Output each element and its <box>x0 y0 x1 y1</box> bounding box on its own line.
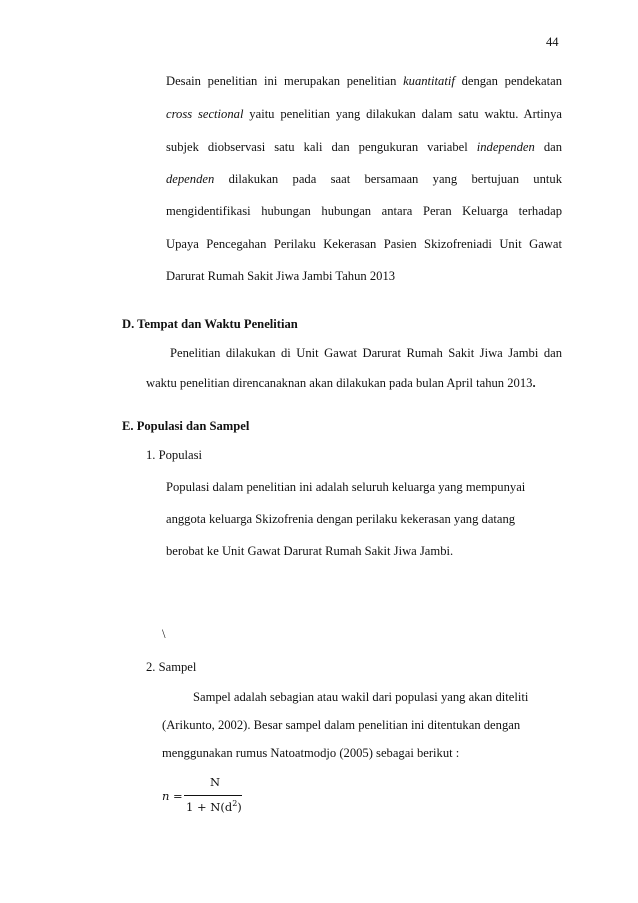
section-d-line-1: Penelitian dilakukan di Unit Gawat Darurat Rumah Sakit Jiwa Jambi dan <box>170 346 562 360</box>
sampel-label: 2. Sampel <box>146 660 197 674</box>
sampel-line-2: (Arikunto, 2002). Besar sampel dalam penelitian ini ditentukan dengan <box>162 718 521 732</box>
intro-line-1: Desain penelitian ini merupakan penelitian kuantitatif dengan pendekatan <box>166 74 562 88</box>
page-number: 44 <box>546 35 559 49</box>
intro-line-6: Upaya Pencegahan Perilaku Kekerasan Pasien Skizofreniadi Unit Gawat <box>166 237 562 251</box>
formula-fraction-bar <box>184 795 242 796</box>
formula-denominator: $1 + N(d^2)$ <box>186 799 242 814</box>
formula-lhs: n = <box>162 789 183 803</box>
populasi-line-3: berobat ke Unit Gawat Darurat Rumah Sakit Jiwa Jambi. <box>166 544 454 558</box>
intro-line-7: Darurat Rumah Sakit Jiwa Jambi Tahun 2013 <box>166 269 396 283</box>
intro-line-5: mengidentifikasi hubungan hubungan antara Peran Keluarga terhadap <box>166 204 562 218</box>
intro-line-2: cross sectional yaitu penelitian yang dilakukan dalam satu waktu. Artinya <box>166 107 562 121</box>
populasi-label: 1. Populasi <box>146 448 202 462</box>
intro-line-4: dependen dilakukan pada saat bersamaan yang bertujuan untuk <box>166 172 562 186</box>
sampel-line-3: menggunakan rumus Natoatmodjo (2005) sebagai berikut : <box>162 746 460 760</box>
sampel-line-1: Sampel adalah sebagian atau wakil dari populasi yang akan diteliti <box>193 690 529 704</box>
section-d-line-2: waktu penelitian direncanaknan akan dilakukan pada bulan April tahun 2013. <box>146 376 536 390</box>
stray-backslash: \ <box>162 627 166 641</box>
section-d-heading: D. Tempat dan Waktu Penelitian <box>122 317 298 331</box>
populasi-line-2: anggota keluarga Skizofrenia dengan perilaku kekerasan yang datang <box>166 512 516 526</box>
formula-numerator: N <box>210 775 221 789</box>
populasi-line-1: Populasi dalam penelitian ini adalah seluruh keluarga yang mempunyai <box>166 480 526 494</box>
intro-line-3: subjek diobservasi satu kali dan pengukuran variabel independen dan <box>166 140 562 154</box>
section-e-heading: E. Populasi dan Sampel <box>122 419 250 433</box>
